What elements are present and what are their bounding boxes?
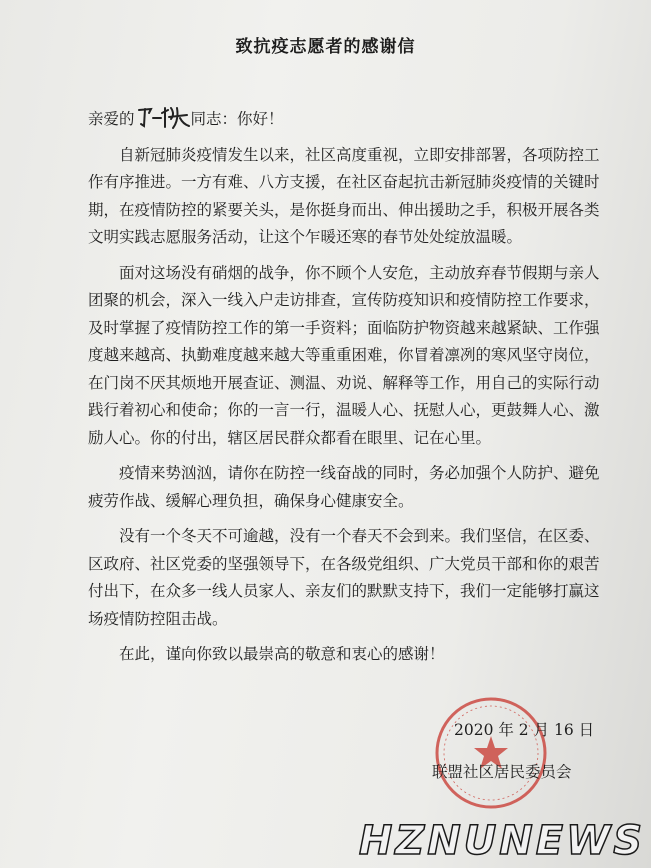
paragraph-3: 疫情来势汹汹，请你在防控一线奋战的同时，务必加强个人防护、避免疲劳作战、缓解心理负担，确保身心健康安全。 <box>88 464 600 510</box>
letter-title: 致抗疫志愿者的感谢信 <box>235 37 416 57</box>
handwritten-name-signature <box>135 104 191 130</box>
closing-line: 在此，谨向你致以最崇高的敬意和衷心的感谢！ <box>119 645 445 663</box>
salutation <box>88 104 603 134</box>
letter-body <box>88 104 603 669</box>
paragraph-2: 面对这场没有硝烟的战争，你不顾个人安危，主动放弃春节假期与亲人团聚的机会，深入一线入户走访排查，宣传防疫知识和疫情防控工作要求，及时掌握了疫情防控工作的第一手资料；面临防护物资越来越紧缺、工作强度越来越高、执勤难度越来越大等重重困难，你冒着凛冽的寒风坚守岗位，在门岗不厌其烦地开展查证、测温、劝说、解释等工作，用自己的实际行动践行着初心和使命；你的一言一行，温暖人心、抚慰人心，更鼓舞人心、激励人心。你的付出，辖区居民群众都看在眼里、记在心里。 <box>88 263 600 447</box>
watermark-logo: HZNUNEWS <box>358 818 645 864</box>
sender-organization: 联盟社区居民委员会 <box>432 763 572 781</box>
salutation-prefix: 亲爱的 <box>88 110 135 128</box>
salutation-suffix: 同志：你好！ <box>190 110 284 128</box>
letter-date: 2020 年 2 月 16 日 <box>454 721 595 739</box>
official-seal-stamp <box>432 694 550 812</box>
paragraph-1: 自新冠肺炎疫情发生以来，社区高度重视，立即安排部署，各项防控工作有序推进。一方有难、八方支援，在社区奋起抗击新冠肺炎疫情的关键时期，在疫情防控的紧要关头，是你挺身而出、伸出援助之手，积极开展各类文明实践志愿服务活动，让这个乍暖还寒的春节处处绽放温暖。 <box>88 145 600 246</box>
paragraph-4: 没有一个冬天不可逾越，没有一个春天不会到来。我们坚信，在区委、区政府、社区党委的坚强领导下，在各级党组织、广大党员干部和你的艰苦付出下，在众多一线人员家人、亲友们的默默支持下，我们一定能够打赢这场疫情防控阻击战。 <box>88 527 600 628</box>
